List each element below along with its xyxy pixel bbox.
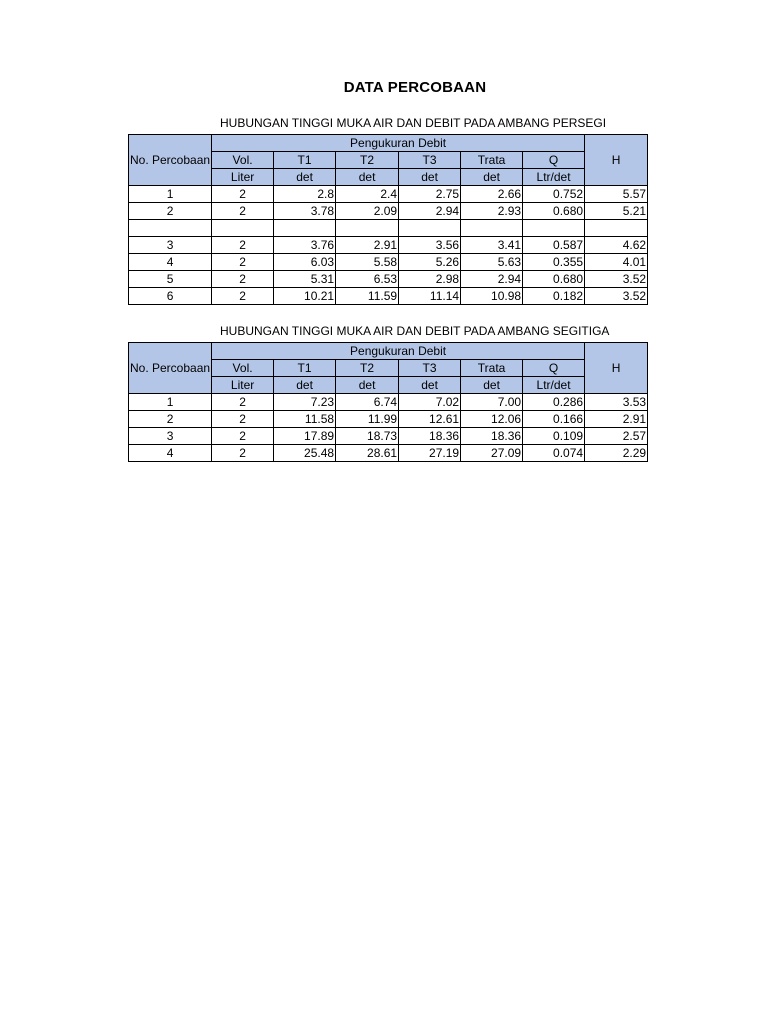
cell-no: 2 [129, 203, 212, 220]
header-h-ambang: H [585, 135, 648, 186]
cell-t1: 10.21 [274, 288, 336, 305]
header-t3: T3 [399, 360, 461, 377]
header-unit-det: det [399, 377, 461, 394]
header-unit-det: det [461, 377, 523, 394]
cell-h: 5.57 [585, 186, 648, 203]
cell-vol: 2 [212, 445, 274, 462]
cell-t2 [336, 220, 399, 237]
cell-trata: 18.36 [461, 428, 523, 445]
header-unit-det: det [399, 169, 461, 186]
header-q: Q [523, 152, 585, 169]
cell-no [129, 220, 212, 237]
cell-trata: 10.98 [461, 288, 523, 305]
header-t1: T1 [274, 360, 336, 377]
header-vol: Vol. [212, 360, 274, 377]
cell-h: 3.52 [585, 271, 648, 288]
cell-q: 0.074 [523, 445, 585, 462]
table-row [129, 220, 648, 237]
cell-t2: 5.58 [336, 254, 399, 271]
cell-t2: 6.74 [336, 394, 399, 411]
cell-t2: 18.73 [336, 428, 399, 445]
header-t3: T3 [399, 152, 461, 169]
header-t2: T2 [336, 152, 399, 169]
cell-trata: 27.09 [461, 445, 523, 462]
cell-no: 6 [129, 288, 212, 305]
cell-trata: 12.06 [461, 411, 523, 428]
header-t1: T1 [274, 152, 336, 169]
cell-h: 2.91 [585, 411, 648, 428]
cell-t1: 3.76 [274, 237, 336, 254]
table-2-subtitle: HUBUNGAN TINGGI MUKA AIR DAN DEBIT PADA AMBANG SEGITIGA [220, 324, 610, 338]
cell-t2: 2.09 [336, 203, 399, 220]
header-h-ambang: H [585, 343, 648, 394]
cell-q [523, 220, 585, 237]
cell-no: 1 [129, 186, 212, 203]
header-no-percobaan: No. Percobaan [129, 135, 212, 186]
cell-t3: 2.94 [399, 203, 461, 220]
cell-q: 0.166 [523, 411, 585, 428]
table-row [129, 254, 648, 271]
cell-h: 3.52 [585, 288, 648, 305]
header-unit-ltrdet: Ltr/det [523, 169, 585, 186]
cell-trata: 7.00 [461, 394, 523, 411]
cell-q: 0.587 [523, 237, 585, 254]
header-trata: Trata [461, 360, 523, 377]
cell-vol: 2 [212, 203, 274, 220]
cell-vol: 2 [212, 271, 274, 288]
cell-q: 0.680 [523, 271, 585, 288]
cell-t1: 25.48 [274, 445, 336, 462]
header-unit-liter: Liter [212, 377, 274, 394]
cell-t3: 5.26 [399, 254, 461, 271]
header-no-percobaan: No. Percobaan [129, 343, 212, 394]
cell-t3: 7.02 [399, 394, 461, 411]
cell-t3: 18.36 [399, 428, 461, 445]
cell-trata: 2.93 [461, 203, 523, 220]
table-ambang-segitiga [128, 342, 648, 462]
cell-t3: 2.75 [399, 186, 461, 203]
page-title: DATA PERCOBAAN [343, 79, 487, 96]
cell-q: 0.286 [523, 394, 585, 411]
cell-t1: 5.31 [274, 271, 336, 288]
table-body [129, 186, 648, 305]
header-pengukuran-debit: Pengukuran Debit [212, 135, 585, 152]
cell-t3: 3.56 [399, 237, 461, 254]
header-unit-liter: Liter [212, 169, 274, 186]
cell-t3: 12.61 [399, 411, 461, 428]
cell-trata [461, 220, 523, 237]
table-row [129, 203, 648, 220]
cell-t1: 6.03 [274, 254, 336, 271]
header-unit-det: det [336, 377, 399, 394]
cell-t2: 11.99 [336, 411, 399, 428]
cell-no: 4 [129, 445, 212, 462]
table-row [129, 445, 648, 462]
cell-t1: 7.23 [274, 394, 336, 411]
cell-trata: 2.66 [461, 186, 523, 203]
cell-vol: 2 [212, 411, 274, 428]
cell-no: 2 [129, 411, 212, 428]
cell-t3: 27.19 [399, 445, 461, 462]
cell-q: 0.109 [523, 428, 585, 445]
cell-q: 0.752 [523, 186, 585, 203]
cell-h: 4.62 [585, 237, 648, 254]
header-vol: Vol. [212, 152, 274, 169]
header-pengukuran-debit: Pengukuran Debit [212, 343, 585, 360]
cell-no: 3 [129, 428, 212, 445]
cell-no: 3 [129, 237, 212, 254]
table-row [129, 411, 648, 428]
cell-trata: 5.63 [461, 254, 523, 271]
header-unit-det: det [461, 169, 523, 186]
cell-t1 [274, 220, 336, 237]
table-ambang-persegi [128, 134, 648, 305]
cell-h: 4.01 [585, 254, 648, 271]
cell-trata: 3.41 [461, 237, 523, 254]
cell-h: 2.29 [585, 445, 648, 462]
cell-t2: 2.91 [336, 237, 399, 254]
cell-h: 5.21 [585, 203, 648, 220]
cell-t2: 11.59 [336, 288, 399, 305]
cell-no: 4 [129, 254, 212, 271]
cell-t2: 2.4 [336, 186, 399, 203]
table-row [129, 237, 648, 254]
cell-t3: 2.98 [399, 271, 461, 288]
header-trata: Trata [461, 152, 523, 169]
cell-vol: 2 [212, 288, 274, 305]
table-row [129, 288, 648, 305]
cell-h [585, 220, 648, 237]
cell-vol: 2 [212, 186, 274, 203]
table-row [129, 186, 648, 203]
header-unit-ltrdet: Ltr/det [523, 377, 585, 394]
cell-t3: 11.14 [399, 288, 461, 305]
cell-t1: 2.8 [274, 186, 336, 203]
cell-t1: 17.89 [274, 428, 336, 445]
cell-vol: 2 [212, 428, 274, 445]
cell-trata: 2.94 [461, 271, 523, 288]
cell-vol [212, 220, 274, 237]
cell-no: 1 [129, 394, 212, 411]
table-row [129, 271, 648, 288]
header-t2: T2 [336, 360, 399, 377]
cell-vol: 2 [212, 394, 274, 411]
table-row [129, 428, 648, 445]
header-unit-det: det [274, 377, 336, 394]
cell-t2: 6.53 [336, 271, 399, 288]
cell-q: 0.355 [523, 254, 585, 271]
cell-no: 5 [129, 271, 212, 288]
cell-vol: 2 [212, 254, 274, 271]
cell-t1: 3.78 [274, 203, 336, 220]
table-1-subtitle: HUBUNGAN TINGGI MUKA AIR DAN DEBIT PADA AMBANG PERSEGI [220, 116, 607, 130]
cell-vol: 2 [212, 237, 274, 254]
cell-q: 0.182 [523, 288, 585, 305]
cell-t3 [399, 220, 461, 237]
cell-h: 3.53 [585, 394, 648, 411]
table-row [129, 394, 648, 411]
cell-h: 2.57 [585, 428, 648, 445]
table-body [129, 394, 648, 462]
header-unit-det: det [336, 169, 399, 186]
header-q: Q [523, 360, 585, 377]
cell-t1: 11.58 [274, 411, 336, 428]
cell-q: 0.680 [523, 203, 585, 220]
header-unit-det: det [274, 169, 336, 186]
cell-t2: 28.61 [336, 445, 399, 462]
